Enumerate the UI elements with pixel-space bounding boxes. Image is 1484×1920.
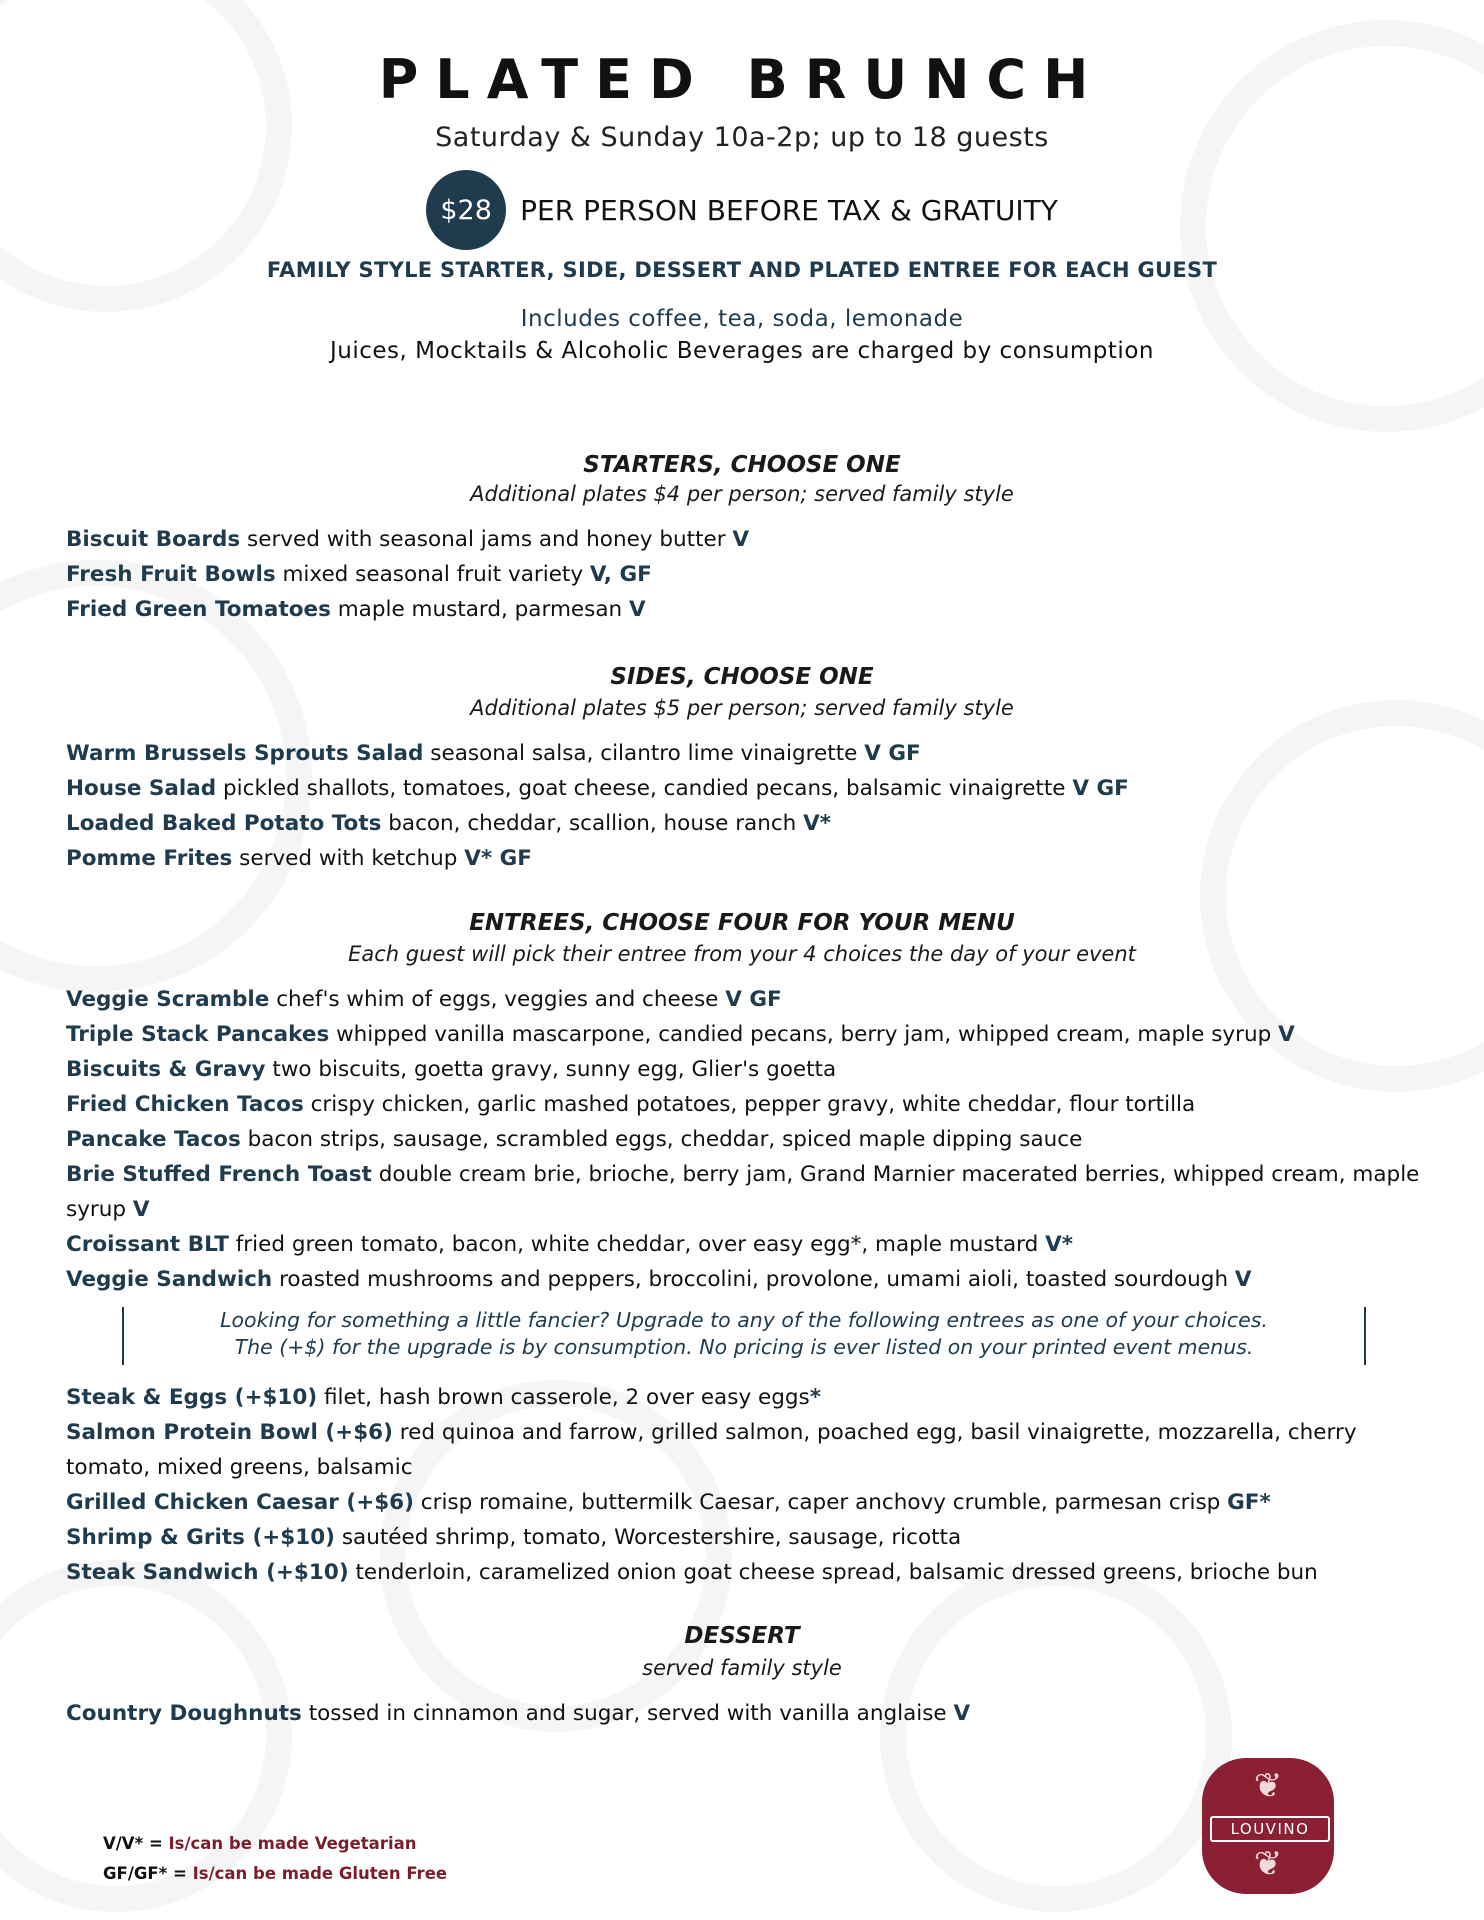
item-description: crispy chicken, garlic mashed potatoes, pepper gravy, white cheddar, flour tortilla bbox=[303, 1092, 1196, 1117]
logo-text: LOUVINO bbox=[1210, 1816, 1330, 1842]
legend-key: GF/GF* = bbox=[103, 1864, 193, 1883]
diet-tag: V bbox=[1278, 1022, 1295, 1047]
item-description: chef's whim of eggs, veggies and cheese bbox=[269, 987, 726, 1012]
item-description: fried green tomato, bacon, white cheddar, over easy egg*, maple mustard bbox=[228, 1232, 1046, 1257]
louvino-logo bbox=[1202, 1758, 1334, 1894]
item-name: Triple Stack Pancakes bbox=[66, 1022, 330, 1047]
upgrade-note-line: Looking for something a little fancier? Upgrade to any of the following entrees as one of your choices. bbox=[220, 1308, 1268, 1332]
item-description: bacon, cheddar, scallion, house ranch bbox=[381, 811, 804, 836]
item-description: double cream brie, brioche, berry jam, Grand Marnier macerated berries, whipped cream, maple syrup bbox=[66, 1162, 1420, 1222]
dessert-heading: DESSERT bbox=[684, 1623, 800, 1649]
price-description: PER PERSON BEFORE TAX & GRATUITY bbox=[520, 193, 1058, 227]
menu-item bbox=[66, 1520, 1426, 1555]
item-description: maple mustard, parmesan bbox=[330, 597, 629, 622]
diet-tag: * bbox=[809, 1385, 821, 1410]
item-description: seasonal salsa, cilantro lime vinaigrette bbox=[423, 741, 865, 766]
starters-subheading: Additional plates $4 per person; served family style bbox=[470, 482, 1014, 506]
menu-item bbox=[66, 592, 1426, 627]
beverages-note: Juices, Mocktails & Alcoholic Beverages are charged by consumption bbox=[330, 338, 1154, 364]
diet-tag: V* GF bbox=[464, 846, 532, 871]
legend-text: Is/can be made Vegetarian bbox=[168, 1834, 417, 1853]
menu-item bbox=[66, 736, 1426, 771]
sides-subheading: Additional plates $5 per person; served family style bbox=[470, 696, 1014, 720]
entrees-heading: ENTREES, CHOOSE FOUR FOR YOUR MENU bbox=[469, 910, 1015, 936]
item-name: Grilled Chicken Caesar (+$6) bbox=[66, 1490, 414, 1515]
legend-gluten-free bbox=[103, 1864, 447, 1883]
menu-item bbox=[66, 1052, 1426, 1087]
menu-item bbox=[66, 1485, 1426, 1520]
item-description: served with seasonal jams and honey butter bbox=[240, 527, 733, 552]
item-name: House Salad bbox=[66, 776, 217, 801]
menu-item bbox=[66, 1696, 1426, 1731]
menu-item bbox=[66, 982, 1426, 1017]
schedule-subtitle: Saturday & Sunday 10a-2p; up to 18 guests bbox=[435, 122, 1049, 153]
upgrade-note-line: The (+$) for the upgrade is by consumption. No pricing is ever listed on your printed event menus. bbox=[234, 1335, 1254, 1359]
menu-item bbox=[66, 1380, 1426, 1415]
item-description: crisp romaine, buttermilk Caesar, caper anchovy crumble, parmesan crisp bbox=[413, 1490, 1228, 1515]
item-name: Fresh Fruit Bowls bbox=[66, 562, 276, 587]
item-description: mixed seasonal fruit variety bbox=[275, 562, 590, 587]
entrees-subheading: Each guest will pick their entree from your 4 choices the day of your event bbox=[348, 942, 1136, 966]
diet-tag: V bbox=[628, 597, 646, 622]
item-name: Fried Green Tomatoes bbox=[66, 597, 331, 622]
background-ornament bbox=[880, 1560, 1232, 1912]
item-name: Fried Chicken Tacos bbox=[66, 1092, 304, 1117]
menu-item bbox=[66, 557, 1426, 592]
item-name: Biscuit Boards bbox=[66, 527, 241, 552]
item-description: two biscuits, goetta gravy, sunny egg, Glier's goetta bbox=[265, 1057, 837, 1082]
diet-tag: V* bbox=[1045, 1232, 1074, 1257]
sides-heading: SIDES, CHOOSE ONE bbox=[610, 664, 874, 690]
ornament-icon: ❦ bbox=[1253, 1844, 1283, 1884]
item-description: whipped vanilla mascarpone, candied pecans, berry jam, whipped cream, maple syrup bbox=[329, 1022, 1279, 1047]
starters-heading: STARTERS, CHOOSE ONE bbox=[583, 452, 901, 478]
includes-note: Includes coffee, tea, soda, lemonade bbox=[520, 306, 964, 332]
family-style-note: FAMILY STYLE STARTER, SIDE, DESSERT AND PLATED ENTREE FOR EACH GUEST bbox=[266, 258, 1218, 282]
item-description: roasted mushrooms and peppers, broccolini, provolone, umami aioli, toasted sourdough bbox=[272, 1267, 1235, 1292]
item-name: Shrimp & Grits (+$10) bbox=[66, 1525, 336, 1550]
diet-tag: GF* bbox=[1227, 1490, 1271, 1515]
menu-item bbox=[66, 1262, 1426, 1297]
background-ornament bbox=[0, 1560, 292, 1912]
item-description: bacon strips, sausage, scrambled eggs, cheddar, spiced maple dipping sauce bbox=[240, 1127, 1083, 1152]
item-name: Croissant BLT bbox=[66, 1232, 229, 1257]
diet-tag: V GF bbox=[725, 987, 782, 1012]
menu-item bbox=[66, 841, 1426, 876]
item-name: Pancake Tacos bbox=[66, 1127, 241, 1152]
item-name: Brie Stuffed French Toast bbox=[66, 1162, 372, 1187]
item-description: filet, hash brown casserole, 2 over easy eggs bbox=[317, 1385, 810, 1410]
item-name: Steak & Eggs (+$10) bbox=[66, 1385, 318, 1410]
item-name: Country Doughnuts bbox=[66, 1701, 302, 1726]
diet-tag: V GF bbox=[1072, 776, 1129, 801]
legend-key: V/V* = bbox=[103, 1834, 169, 1853]
item-name: Steak Sandwich (+$10) bbox=[66, 1560, 349, 1585]
upgrade-note bbox=[122, 1307, 1366, 1365]
item-name: Biscuits & Gravy bbox=[66, 1057, 266, 1082]
menu-item bbox=[66, 1555, 1426, 1590]
item-description: red quinoa and farrow, grilled salmon, poached egg, basil vinaigrette, mozzarella, cherry tomato, mixed greens, balsamic bbox=[66, 1420, 1357, 1480]
menu-item bbox=[66, 1227, 1426, 1262]
menu-item bbox=[66, 522, 1426, 557]
item-name: Salmon Protein Bowl (+$6) bbox=[66, 1420, 393, 1445]
item-name: Loaded Baked Potato Tots bbox=[66, 811, 382, 836]
diet-tag: V bbox=[132, 1197, 150, 1222]
diet-tag: V bbox=[953, 1701, 971, 1726]
menu-item bbox=[66, 806, 1426, 841]
price-row bbox=[0, 170, 1484, 250]
menu-item bbox=[66, 771, 1426, 806]
page-title: PLATED BRUNCH bbox=[378, 48, 1106, 111]
item-name: Pomme Frites bbox=[66, 846, 233, 871]
ornament-icon: ❦ bbox=[1253, 1766, 1283, 1806]
item-description: tenderloin, caramelized onion goat cheese spread, balsamic dressed greens, brioche bun bbox=[348, 1560, 1318, 1585]
item-description: pickled shallots, tomatoes, goat cheese, candied pecans, balsamic vinaigrette bbox=[216, 776, 1073, 801]
diet-tag: V bbox=[1234, 1267, 1252, 1292]
menu-item bbox=[66, 1017, 1426, 1052]
item-description: tossed in cinnamon and sugar, served with vanilla anglaise bbox=[301, 1701, 954, 1726]
item-description: served with ketchup bbox=[232, 846, 465, 871]
legend-vegetarian bbox=[103, 1834, 416, 1853]
item-name: Warm Brussels Sprouts Salad bbox=[66, 741, 424, 766]
menu-item bbox=[66, 1415, 1426, 1485]
item-name: Veggie Scramble bbox=[66, 987, 270, 1012]
menu-item bbox=[66, 1087, 1426, 1122]
item-description: sautéed shrimp, tomato, Worcestershire, sausage, ricotta bbox=[335, 1525, 962, 1550]
diet-tag: V GF bbox=[864, 741, 921, 766]
diet-tag: V, GF bbox=[589, 562, 652, 587]
menu-item bbox=[66, 1157, 1426, 1227]
price-badge: $28 bbox=[426, 170, 506, 250]
dessert-subheading: served family style bbox=[642, 1656, 842, 1680]
item-name: Veggie Sandwich bbox=[66, 1267, 273, 1292]
legend-text: Is/can be made Gluten Free bbox=[192, 1864, 448, 1883]
diet-tag: V* bbox=[803, 811, 832, 836]
diet-tag: V bbox=[732, 527, 750, 552]
menu-item bbox=[66, 1122, 1426, 1157]
